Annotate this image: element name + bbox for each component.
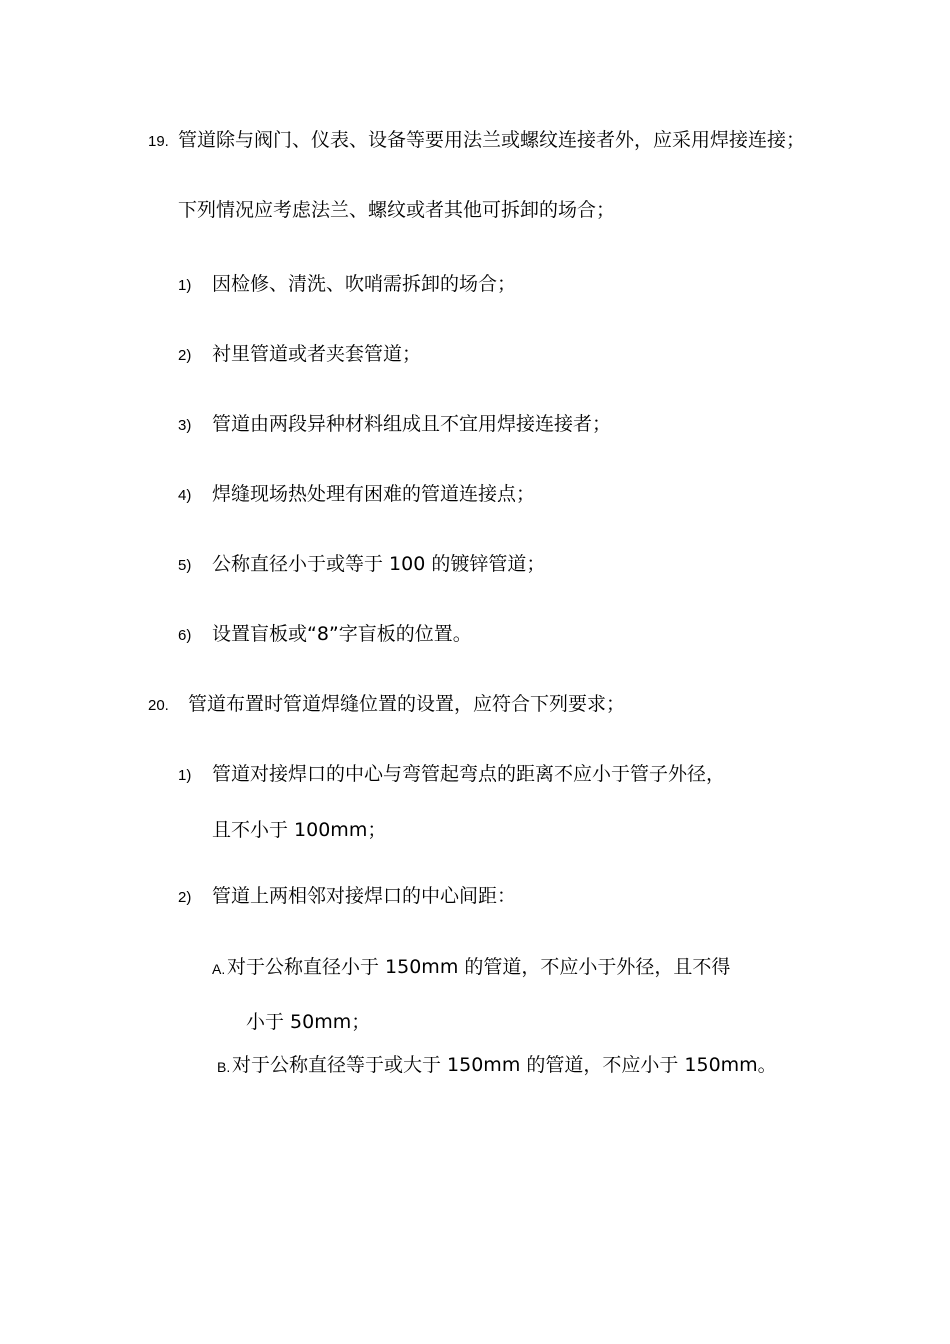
sub-item-text: 对于公称直径小于 150mm 的管道，不应小于外径，且不得 bbox=[227, 956, 731, 978]
sub-item-letter: A. bbox=[212, 961, 226, 977]
section-20-number: 20. bbox=[148, 697, 169, 714]
item-text: 管道由两段异种材料组成且不宜用焊接连接者； bbox=[212, 413, 612, 435]
section-19-continuation: 下列情况应考虑法兰、螺纹或者其他可拆卸的场合； bbox=[178, 199, 616, 221]
item-number: 3) bbox=[178, 417, 192, 434]
item-text: 焊缝现场热处理有困难的管道连接点； bbox=[212, 483, 536, 505]
sub-item-continuation: 小于 50mm； bbox=[246, 1011, 371, 1033]
item-text: 衬里管道或者夹套管道； bbox=[212, 343, 422, 365]
section-19-text: 管道除与阀门、仪表、设备等要用法兰或螺纹连接者外，应采用焊接连接； bbox=[178, 129, 806, 151]
item-text: 因检修、清洗、吹哨需拆卸的场合； bbox=[212, 273, 517, 295]
item-number: 1) bbox=[178, 767, 192, 784]
item-continuation: 且不小于 100mm； bbox=[212, 819, 387, 841]
sub-item-text: 对于公称直径等于或大于 150mm 的管道，不应小于 150mm。 bbox=[232, 1054, 777, 1076]
item-text: 公称直径小于或等于 100 的镀锌管道； bbox=[212, 553, 546, 575]
item-text: 管道上两相邻对接焊口的中心间距： bbox=[212, 885, 517, 907]
item-number: 2) bbox=[178, 347, 192, 364]
item-number: 5) bbox=[178, 557, 192, 574]
item-text: 管道对接焊口的中心与弯管起弯点的距离不应小于管子外径， bbox=[212, 763, 726, 785]
item-number: 1) bbox=[178, 277, 192, 294]
sub-item-letter: B. bbox=[217, 1059, 231, 1075]
item-number: 6) bbox=[178, 627, 192, 644]
section-20-text: 管道布置时管道焊缝位置的设置，应符合下列要求； bbox=[188, 693, 626, 715]
item-text: 设置盲板或“8”字盲板的位置。 bbox=[212, 623, 472, 645]
item-number: 4) bbox=[178, 487, 192, 504]
item-number: 2) bbox=[178, 889, 192, 906]
section-19-number: 19. bbox=[148, 133, 169, 150]
